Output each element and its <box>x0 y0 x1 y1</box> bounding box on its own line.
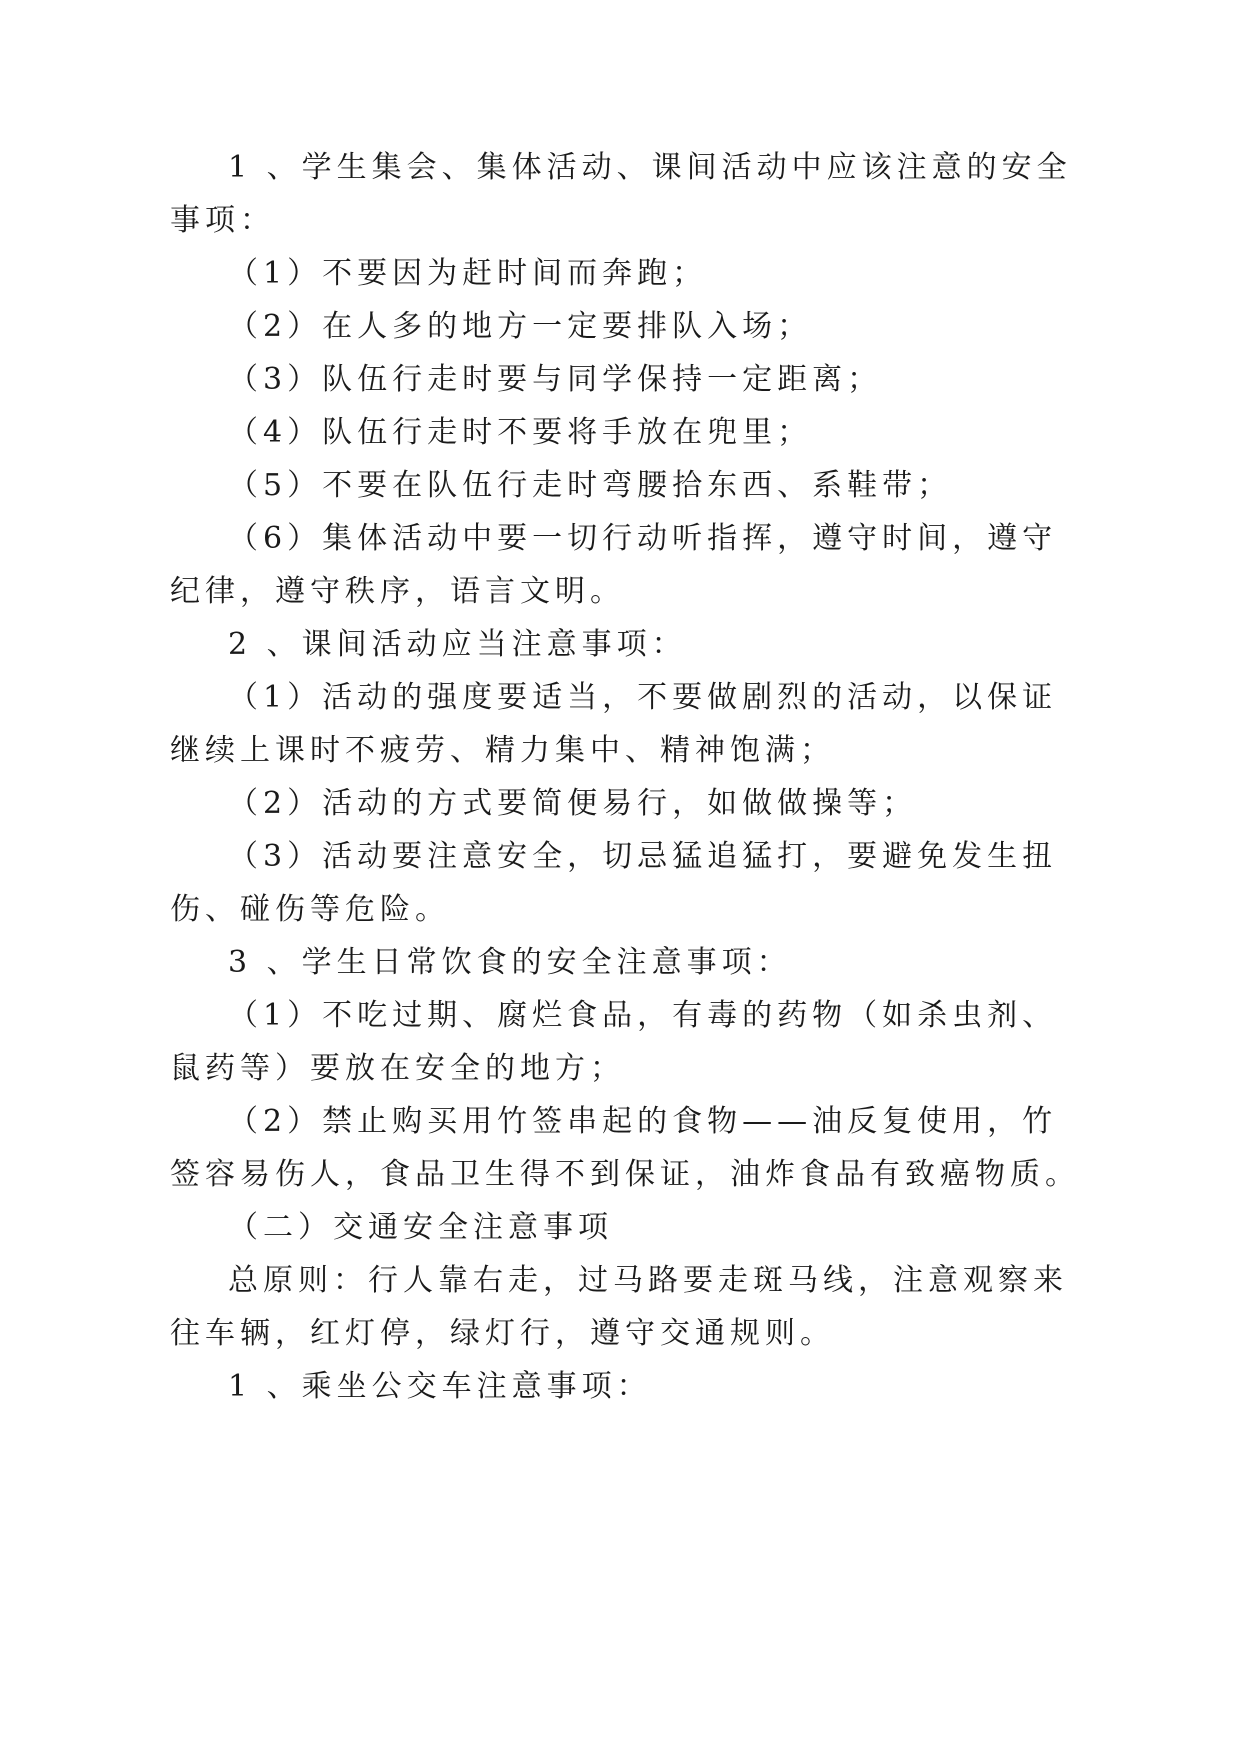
sub-item-1-5: （5）不要在队伍行走时弯腰拾东西、系鞋带； <box>228 468 953 503</box>
sub-item-2-2: （2）活动的方式要简便易行，如做做操等； <box>228 786 918 821</box>
sub-item-3-2-line-1: （2）禁止购买用竹签串起的食物——油反复使用，竹 <box>228 1104 1058 1139</box>
sub-item-2-1-line-2: 继续上课时不疲劳、精力集中、精神饱满； <box>170 733 835 768</box>
sub-item-1-2: （2）在人多的地方一定要排队入场； <box>228 309 813 344</box>
sub-item-1-6-line-2: 纪律，遵守秩序，语言文明。 <box>170 574 625 609</box>
section-2-heading: （二）交通安全注意事项 <box>228 1210 613 1245</box>
sub-item-1-3: （3）队伍行走时要与同学保持一定距离； <box>228 362 883 397</box>
item-1-heading-line-2: 事项： <box>170 203 275 238</box>
sub-item-2-3-line-2: 伤、碰伤等危险。 <box>170 892 450 927</box>
principle-line-2: 往车辆，红灯停，绿灯行，遵守交通规则。 <box>170 1316 835 1351</box>
sub-item-3-1-line-1: （1）不吃过期、腐烂食品，有毒的药物（如杀虫剂、 <box>228 998 1058 1033</box>
sub-item-2-1-line-1: （1）活动的强度要适当，不要做剧烈的活动，以保证 <box>228 680 1058 715</box>
principle-line-1: 总原则：行人靠右走，过马路要走斑马线，注意观察来 <box>228 1263 1068 1298</box>
item-3-heading: 3 、学生日常饮食的安全注意事项： <box>228 945 792 980</box>
item-1-heading-line-1: 1 、学生集会、集体活动、课间活动中应该注意的安全 <box>228 150 1072 185</box>
sub-item-1-1: （1）不要因为赶时间而奔跑； <box>228 256 708 291</box>
sub-item-3-1-line-2: 鼠药等）要放在安全的地方； <box>170 1051 625 1086</box>
sub-item-2-3-line-1: （3）活动要注意安全，切忌猛追猛打，要避免发生扭 <box>228 839 1058 874</box>
section-2-item-1-heading: 1 、乘坐公交车注意事项： <box>228 1369 652 1404</box>
sub-item-1-4: （4）队伍行走时不要将手放在兜里； <box>228 415 813 450</box>
sub-item-3-2-line-2: 签容易伤人，食品卫生得不到保证，油炸食品有致癌物质。 <box>170 1157 1080 1192</box>
sub-item-1-6-line-1: （6）集体活动中要一切行动听指挥，遵守时间，遵守 <box>228 521 1058 556</box>
item-2-heading: 2 、课间活动应当注意事项： <box>228 627 687 662</box>
